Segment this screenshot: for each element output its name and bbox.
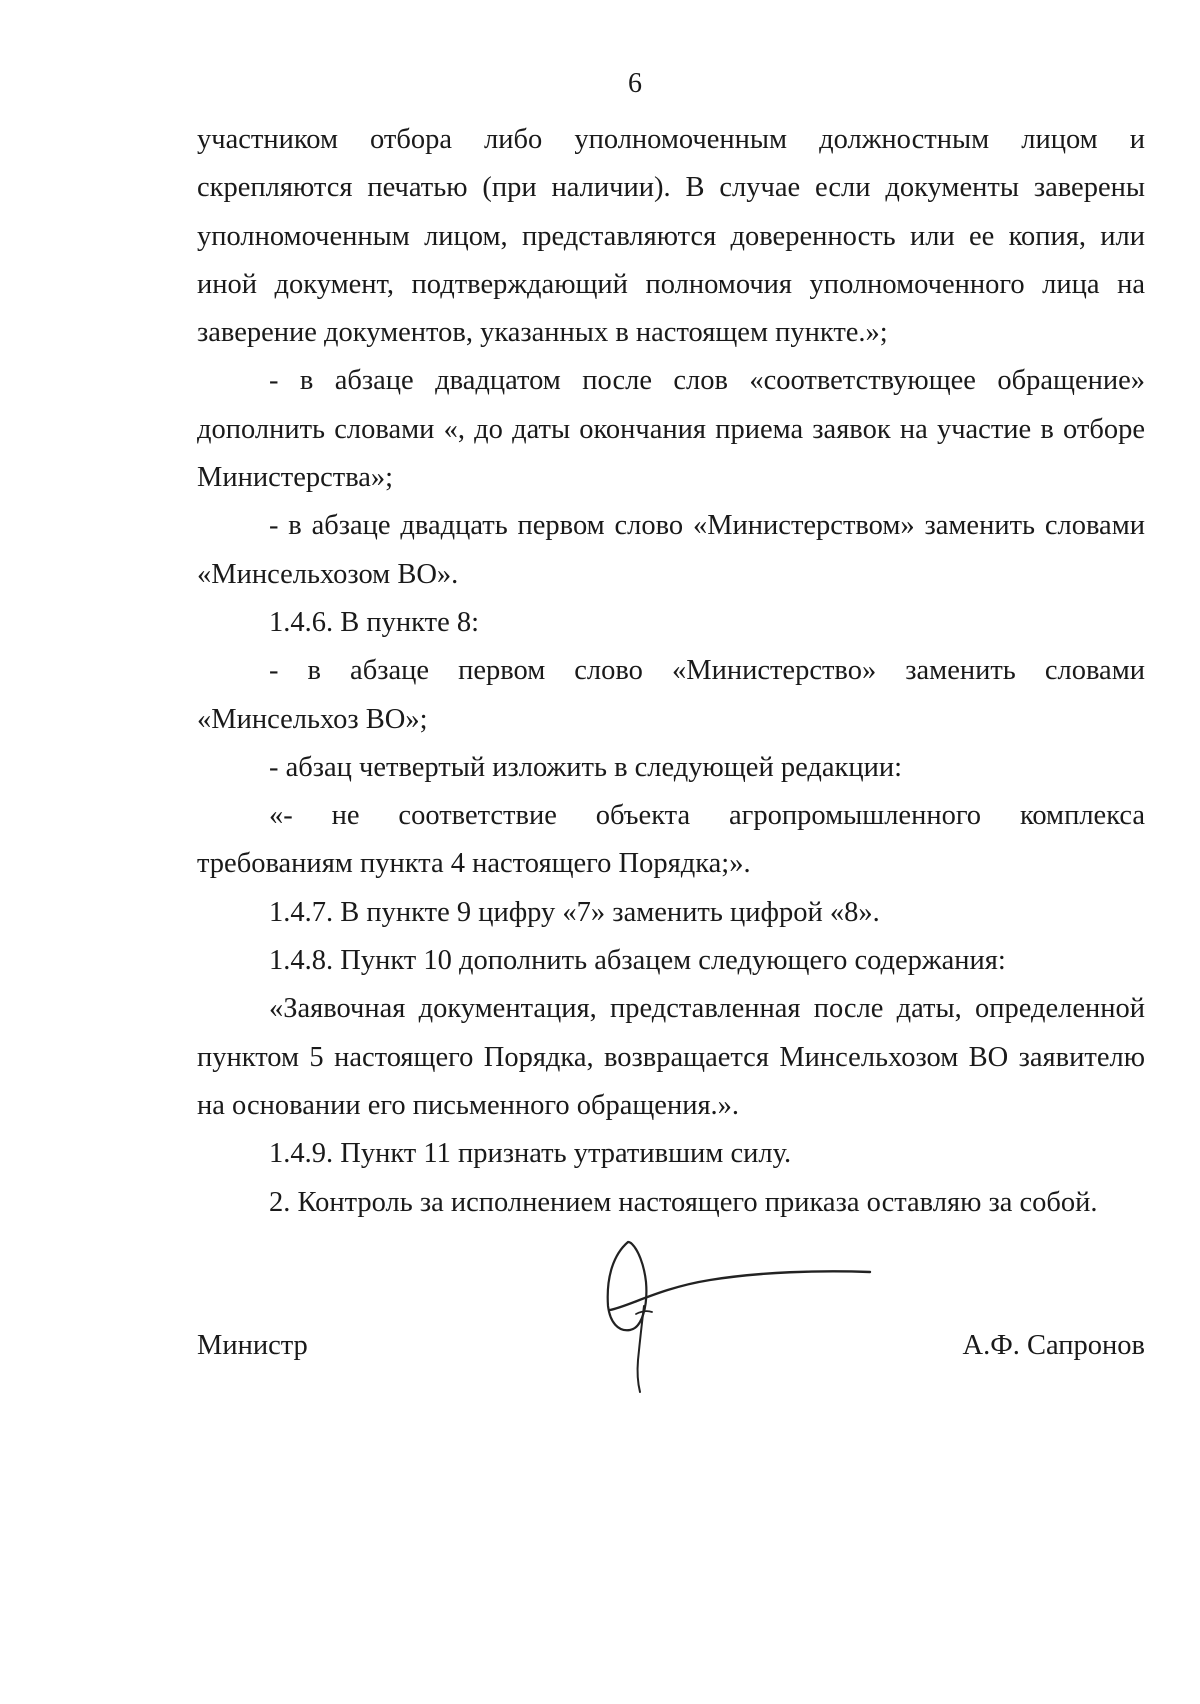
paragraph: - в абзаце первом слово «Министерство» заменить словами «Минсельхоз ВО»; [197, 655, 1145, 735]
paragraph: «Заявочная документация, представленная после даты, определенной пунктом 5 настоящего Порядка, возвращается Минсельхозом ВО заявителю на основании его письменного обращения.». [197, 993, 1145, 1121]
handwritten-signature [600, 1236, 880, 1396]
signature-block [197, 1322, 1145, 1370]
paragraph: «- не соответствие объекта агропромышленного комплекса требованиям пункта 4 настоящего Порядка;». [197, 800, 1145, 880]
document-body [197, 116, 1145, 1227]
paragraph: - в абзаце двадцатом после слов «соответствующее обращение» дополнить словами «, до даты окончания приема заявок на участие в отборе Министерства»; [197, 365, 1145, 494]
paragraph: 1.4.7. В пункте 9 цифру «7» заменить цифрой «8». [269, 896, 880, 928]
paragraph: 1.4.9. Пункт 11 признать утратившим силу. [269, 1138, 792, 1170]
paragraph: 1.4.8. Пункт 10 дополнить абзацем следующего содержания: [269, 945, 1006, 977]
paragraph: 1.4.6. В пункте 8: [269, 606, 480, 638]
paragraph: участником отбора либо уполномоченным должностным лицом и скрепляются печатью (при наличии). В случае если документы заверены уполномоченным лицом, представляются доверенность или ее копия, или иной документ, подтверждающий полномочия уполномоченного лица на заверение документов, указанных в настоящем пункте.»; [197, 124, 1145, 349]
page-number: 6 [628, 68, 642, 99]
paragraph: - абзац четвертый изложить в следующей редакции: [269, 751, 903, 783]
paragraph: - в абзаце двадцать первом слово «Министерством» заменить словами «Минсельхозом ВО». [197, 510, 1145, 590]
signer-position: Министр [197, 1330, 308, 1361]
paragraph: 2. Контроль за исполнением настоящего приказа оставляю за собой. [269, 1186, 1098, 1218]
signer-name: А.Ф. Сапронов [962, 1330, 1145, 1361]
